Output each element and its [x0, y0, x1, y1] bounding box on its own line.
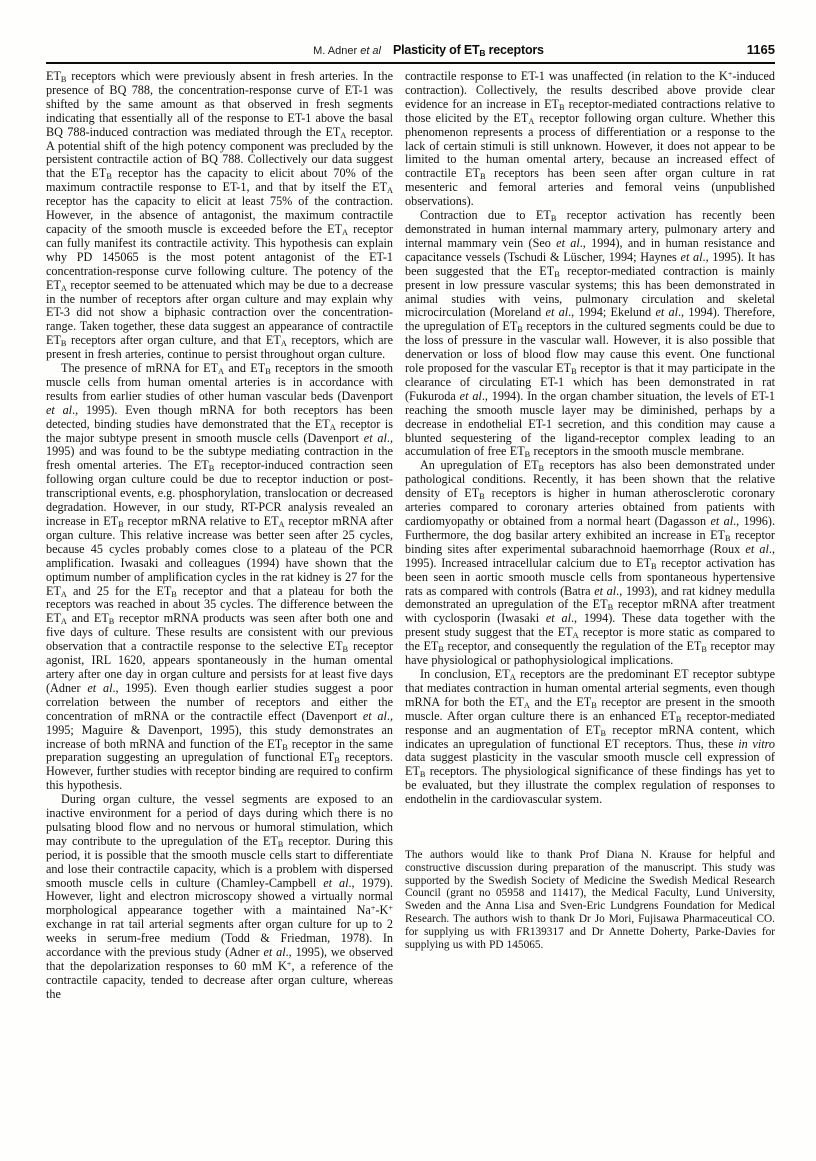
left-column	[46, 70, 393, 1156]
body-paragraph: During organ culture, the vessel segments are exposed to an inactive environment for a period of days during which there is no pulsating blood flow and no nervous or humoral stimulation, which may contribute to the upregulation of the $ET_B$ receptor. During this period, it is possible that the smooth muscle cells start to differentiate and lose their contractile capacity, which is a problem with dispersed smooth muscle cells in culture (Chamley-Campbell et al., 1979). However, light and electron microscopy showed a virtually normal morphological appearance together with a maintained Na+-K+ exchange in rat tail arterial segments after organ culture for up to 2 weeks in serum-free medium (Todd & Friedman, 1978). In accordance with the previous study (Adner et al., 1995), we observed that the depolarization responses to 60 mM K+, a reference of the contractile capacity, tended to decrease after organ culture, whereas the	[46, 792, 393, 1001]
running-header	[46, 42, 775, 64]
running-header-title: Plasticity of $ET_B$ receptors	[393, 43, 544, 58]
running-header-right	[393, 42, 775, 57]
two-column-body	[46, 70, 775, 1156]
running-header-author: M. Adner et al	[313, 45, 381, 57]
body-paragraph: $ET_B$ receptors which were previously absent in fresh arteries. In the presence of BQ 788, the concentration-response curve of ET-1 was shifted by the same amount as that observed in fresh segments indicating that essentially all of the response to ET-1 above the basal BQ 788-induced contraction was mediated through the $ET_A$ receptor. A potential shift of the high potency component was precluded by the persistent contractile action of BQ 788. Collectively our data suggest that the $ET_B$ receptor has the capacity to elicit about 70% of the maximum contractile response to ET-1, and that by itself the $ET_A$ receptor has the capacity to elicit at least 75% of the contraction. However, in the absence of antagonist, the maximum contractile capacity of the smooth muscle is exceeded before the $ET_A$ receptor can fully manifest its contractile activity. This hypothesis can explain why PD 145065 is the most potent antagonist of the ET-1 concentration-response curve following culture. The potency of the $ET_A$ receptor seemed to be attenuated which may be due to a decrease in the number of receptors after organ culture and may explain why ET-3 did not show a biphasic contraction over the concentration-range. Taken together, these data suggest an appearance of contractile $ET_B$ receptors after organ culture, and that $ET_A$ receptors, which are present in fresh arteries, continue to persist throughout organ culture.	[46, 70, 393, 362]
acknowledgment-paragraph: The authors would like to thank Prof Diana N. Krause for helpful and constructive discussion during preparation of the manuscript. This study was supported by the Swedish Society of Medicine the Swedish Medical Research Council (grant no 05958 and 11417), the Medical Faculty, Lund University, Sweden and the Anna Lisa and Sven-Eric Lundgrens Foundation for Medical Research. The authors wish to thank Dr Jo Mori, Fujisawa Pharmaceutical CO. for supplying us with FR139317 and Dr Annette Doherty, Parke-Davies for supplying us with PD 145065.	[405, 849, 775, 951]
right-column	[405, 70, 775, 1156]
page-number: 1165	[746, 42, 775, 57]
body-paragraph: An upregulation of $ET_B$ receptors has also been demonstrated under pathological conditions. Recently, it has been shown that the relative density of $ET_B$ receptors is higher in human atherosclerotic coronary arteries compared to coronary arteries obtained from patients with cardiomyopathy or obtained from a normal heart (Dagasson et al., 1996). Furthermore, the dog basilar artery exhibited an increase in $ET_B$ receptor binding sites after experimental subarachnoid haemorrhage (Roux et al., 1995). Increased intracellular calcium due to $ET_B$ receptor activation has been seen in aortic smooth muscle cells from spontaneous hypertensive rats as compared with controls (Batra et al., 1993), and rat kidney medulla demonstrated an upregulation of the $ET_B$ receptor mRNA after treatment with cyclosporin (Iwasaki et al., 1994). These data together with the present study suggest that the $ET_A$ receptor is more static as compared to the $ET_B$ receptor, and consequently the regulation of the $ET_B$ receptor may have physiological or pathophysiological implications.	[405, 458, 775, 668]
body-paragraph: In conclusion, $ET_A$ receptors are the predominant ET receptor subtype that mediates contraction in human omental arterial segments, even though mRNA for both the $ET_A$ and the $ET_B$ receptor are present in the smooth muscle. After organ culture there is an enhanced $ET_B$ receptor-mediated response and an augmentation of $ET_B$ receptor mRNA content, which indicates an upregulation of functional ET receptors. Thus, these in vitro data suggest plasticity in the vascular smooth muscle cell expression of $ET_B$ receptors. The physiological significance of these findings has yet to be evaluated, but they illustrate the complex regulation of responses to endothelin in the cardiovascular system.	[405, 666, 775, 807]
body-paragraph: contractile response to ET-1 was unaffected (in relation to the K+-induced contraction). Collectively, the results described above provide clear evidence for an increase in $ET_B$ receptor-mediated contractions relative to those elicited by the $ET_A$ receptor following organ culture. Whether this phenomenon represents a process of differentiation or a response to the lack of certain stimuli is still unknown. However, it does not appear to be limited to the human omental artery, because an increased effect of contractile $ET_B$ receptors has been seen after organ culture in rat mesenteric and femoral arteries and femoral veins (unpublished observations).	[405, 70, 775, 209]
body-paragraph: The presence of mRNA for $ET_A$ and $ET_B$ receptors in the smooth muscle cells from human omental arteries is in accordance with results from earlier studies of other human vascular beds (Davenport et al., 1995). Even though mRNA for both receptors has been detected, binding studies have demonstrated that the $ET_A$ receptor is the major subtype present in smooth muscle cells (Davenport et al., 1995) and was found to be the subtype mediating contraction in the fresh omental arteries. The $ET_B$ receptor-induced contraction seen following organ culture could be due to receptor induction or post-transcriptional events, e.g. phosphorylation, translocation or decreased degradation. However, in our study, RT-PCR analysis revealed an increase in $ET_B$ receptor mRNA relative to $ET_A$ receptor mRNA after organ culture. This relative increase was better seen after 25 cycles, because 45 cycles probably comes close to a plateau of the PCR amplification. Iwasaki and colleagues (1994) have shown that the optimum number of amplification cycles in the rat kidney is 27 for the $ET_A$ and 25 for the $ET_B$ receptor and that a plateau for both the receptors was reached in about 35 cycles. The difference between the $ET_A$ and $ET_B$ receptor mRNA products was seen after both one and five days of culture. These results are consistent with our previous observation that a contractile response to the selective $ET_B$ receptor agonist, IRL 1620, appears spontaneously in the human omental artery after one day in organ culture and persists for at least five days (Adner et al., 1995). Even though earlier studies suggest a poor correlation between the number of receptors and either the concentration of mRNA or the contractile effect (Davenport et al., 1995; Maguire & Davenport, 1995), this study demonstrates an increase of both mRNA and function of the $ET_B$ receptor in the same preparation suggesting an upregulation of functional $ET_B$ receptors. However, further studies with receptor binding are required to confirm this hypothesis.	[46, 361, 393, 793]
body-paragraph: Contraction due to $ET_B$ receptor activation has recently been demonstrated in human internal mammary artery, pulmonary artery and internal mammary vein (Seo et al., 1994), and in human resistance and capacitance vessels (Tschudi & Lüscher, 1994; Haynes et al., 1995). It has been suggested that the $ET_B$ receptor-mediated contraction is mainly present in low pressure vascular systems; this has been demonstrated in animal studies with veins, pulmonary circulation and skeletal microcirculation (Moreland et al., 1994; Ekelund et al., 1994). Therefore, the upregulation of $ET_B$ receptors in the cultured segments could be due to the loss of pressure in the vascular wall. However, it is also possible that denervation or loss of blood flow may cause this event. One functional role proposed for the vascular $ET_B$ receptor is that it may participate in the clearance of circulating ET-1 which has been demonstrated in rat (Fukuroda et al., 1994). In the organ chamber situation, the levels of ET-1 reaching the smooth muscle layer may be diminished, perhaps by a decrease in endothelial ET-1 secretion, and this condition may cause a blunted sequestering of the ligand-receptor complex leading to an accumulation of free $ET_B$ receptors in the smooth muscle membrane.	[405, 208, 775, 460]
